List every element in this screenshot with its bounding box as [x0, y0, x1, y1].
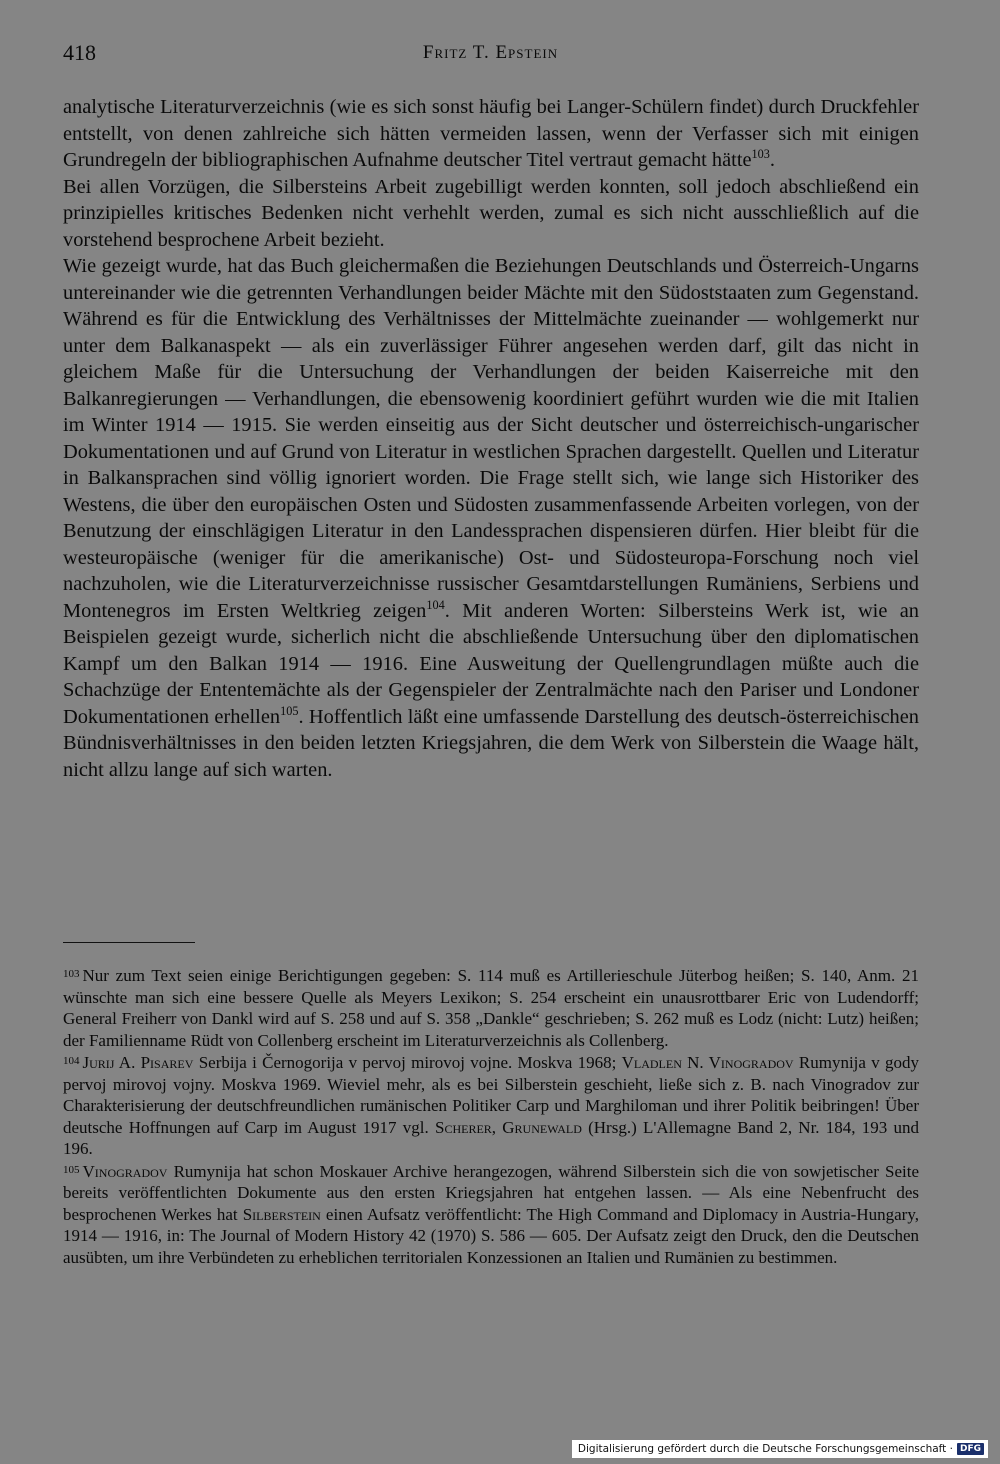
paragraph-3-part-a: Wie gezeigt wurde, hat das Buch gleichermaßen die Beziehungen Deutschlands und Österreich-Ungarns untereinander wie die getrennten Verhandlungen beider Mächte mit den Südoststaaten zum Gegenstand. Während es für die Entwicklung des Verhältnisses der Mittelmächte zueinander — wohlgemerkt nur unter dem Balkanaspekt — als ein zuverlässiger Führer angesehen werden darf, gilt das nicht in gleichem Maße für die Untersuchung der Verhandlungen der beiden Kaiserreiche mit den Balkanregierungen — Verhandlungen, die ebensowenig koordiniert geführt wurden wie die mit Italien im Winter 1914 — 1915. Sie werden einseitig aus der Sicht deutscher und österreichisch-ungarischer Dokumentationen und auf Grund von Literatur in westlichen Sprachen dargestellt. Quellen und Literatur in Balkansprachen sind völlig ignoriert worden. Die Frage stellt sich, wie lange sich Historiker des Westens, die über den europäischen Osten und Südosten zusammenfassende Arbeiten vorlegen, von der Benutzung der einschlägigen Literatur in den Landessprachen dispensieren dürfen. Hier bleibt für die westeuropäische (weniger für die amerikanische) Ost- und Südosteuropa-Forschung noch viel nachzuholen, wie die Literaturverzeichnisse russischer Gesamtdarstellungen Rumäniens, Serbiens und Montenegros im Ersten Weltkrieg zeigen — [63, 255, 919, 622]
footnote-ref-103[interactable]: 103 — [751, 147, 770, 162]
paragraph-1 — [63, 94, 919, 174]
page-number: 418 — [63, 40, 96, 65]
footnote-text: Nur zum Text seien einige Berichtigungen gegeben: S. 114 muß es Artillerieschule Jüterbog heißen; S. 140, Anm. 21 wünschte man sich eine bessere Quelle als Meyers Lexikon; S. 254 erscheint ein unausrottbarer Eric von Ludendorff; General Freiherr von Dankl wird auf S. 258 und auf S. 358 „Dankle“ geschrieben; S. 262 muß es Lodz (nicht: Lutz) heißen; der Familienname Rüdt von Collenberg erscheint im Literaturverzeichnis als Collenberg. — [63, 966, 919, 1050]
page-header — [63, 40, 918, 70]
footnote-ref-105[interactable]: 105 — [280, 703, 299, 718]
paragraph-3 — [63, 253, 919, 783]
footnote-text: Rumynija hat schon Moskauer Archive herangezogen, während Silberstein sich die von sowjetischer Seite bereits veröffentlichten Dokumente aus den ersten Kriegsjahren hat entgehen lassen. — Als eine Nebenfrucht des besprochenen Werkes hat — [63, 1161, 919, 1224]
digitization-credit: Digitalisierung gefördert durch die Deutsche Forschungsgemeinschaft · — [577, 1443, 953, 1455]
footnote-104 — [63, 1051, 919, 1160]
paragraph-3-part-c: . Hoffentlich läßt eine umfassende Darstellung des deutsch-österreichischen Bündnisverhältnisses in den beiden letzten Kriegsjahren, die dem Werk von Silberstein die Waage hält, nicht allzu lange auf sich warten. — [63, 705, 919, 781]
author-name: Jurij A. Pisarev — [82, 1053, 194, 1072]
dfg-logo-icon: DFG — [957, 1443, 984, 1455]
author-name: Vladlen N. Vinogradov — [621, 1053, 794, 1072]
footnote-number: 105 — [63, 1163, 80, 1176]
footnote-number: 103 — [63, 968, 80, 980]
footnote-text: Serbija i Černogorija v pervoj mirovoj vojne. Moskva 1968; — [193, 1053, 622, 1072]
footnote-text: Rumynija v gody pervoj mirovoj vojny. Moskva 1969. Wieviel mehr, als es bei Silberstein geschieht, ließe sich z. B. nach Vinogradov zur Charakterisierung der deutschfreundlichen rumänischen Politiker Carp und Marghiloman und ihrer Politik beibringen! Über deutsche Hoffnungen auf Carp im August 1917 vgl. — [63, 1053, 919, 1137]
footnote-text: einen Aufsatz veröffentlicht: The High Command and Diplomacy in Austria-Hungary, 1914 — 1916, in: The Journal of Modern History 42 (1970) S. 586 — 605. Der Aufsatz zeigt den Druck, den die Deutschen ausübten, um ihre Verbündeten zu erheblichen territorialen Konzessionen an Italien und Rumänien zu bestimmen. — [63, 1204, 919, 1267]
running-head: Fritz T. Epstein — [422, 42, 559, 63]
footnote-103 — [63, 964, 919, 1051]
author-name: Vinogradov — [82, 1161, 168, 1181]
footnote-ref-104[interactable]: 104 — [426, 597, 445, 612]
footnotes — [63, 964, 919, 1268]
paragraph-1-end: . — [769, 149, 776, 171]
footnote-number: 104 — [63, 1055, 80, 1067]
footnote-105 — [63, 1160, 919, 1269]
author-name: Scherer, Grunewald — [435, 1117, 582, 1137]
author-name: Silberstein — [242, 1204, 321, 1224]
paragraph-3-part-b: . Mit anderen Worten: Silbersteins Werk ist, wie an Beispielen gezeigt wurde, sicherlich nicht die abschließende Untersuchung über den diplomatischen Kampf um den Balkan 1914 — 1916. Eine Ausweitung der Quellengrundlagen müßte auch die Schachzüge der Ententemächte als der Gegenspieler der Zentralmächte nach den Pariser und Londoner Dokumentationen erhellen — [63, 599, 919, 728]
digitization-credit-bar — [572, 1440, 988, 1458]
paragraph-1-text: analytische Literaturverzeichnis (wie es sich sonst häufig bei Langer-Schülern findet) durch Druckfehler entstellt, von denen zahlreiche sich hätten vermeiden lassen, wenn der Verfasser sich mit einigen Grundregeln der bibliographischen Aufnahme deutscher Titel vertraut gemacht hätte — [63, 96, 919, 171]
main-text — [63, 94, 919, 783]
paragraph-2: Bei allen Vorzügen, die Silbersteins Arbeit zugebilligt werden konnten, soll jedoch abschließend ein prinzipielles kritisches Bedenken nicht verhehlt werden, zumal es sich nicht ausschließlich auf die vorstehend besprochene Arbeit bezieht. — [63, 175, 919, 251]
footnote-divider — [63, 942, 195, 943]
footnote-text: (Hrsg.) L'Allemagne Band 2, Nr. 184, 193 und 196. — [63, 1117, 919, 1158]
